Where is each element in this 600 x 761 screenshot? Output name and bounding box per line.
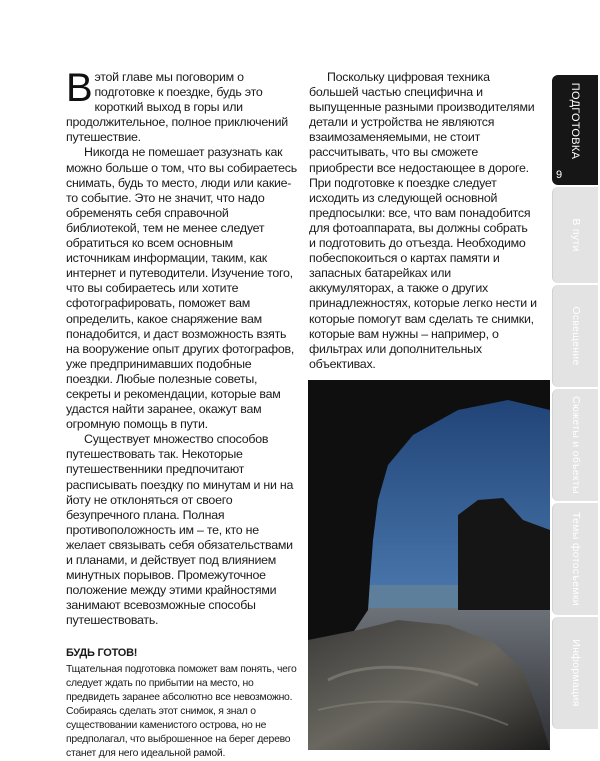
tab-information-label: Информация [569, 639, 582, 707]
chapter-tabs [552, 75, 600, 750]
tab-preparation-label: ПОДГОТОВКА [569, 82, 581, 160]
tab-lighting-label: Освещение [569, 306, 582, 366]
sidebar-text: Тщательная подготовка поможет вам понять, чего следует ждать по прибытии на место, но предвидеть заранее абсолютно все невозможно. Собираясь сделать этот снимок, я знал о существовании каменистого острова, но не предполагал, что выброшенное на берег дерево станет для него идеальной рамой. [66, 663, 297, 759]
sidebar-title: БУДЬ ГОТОВ! [66, 647, 138, 660]
tab-subjects-label: Сюжеты и объекты [569, 396, 582, 494]
tab-photo-themes[interactable] [552, 503, 598, 615]
intro-paragraph [66, 66, 298, 145]
drop-cap: В [66, 66, 93, 110]
tab-information[interactable] [552, 617, 598, 729]
left-column [66, 66, 298, 761]
tab-subjects[interactable] [552, 389, 598, 501]
intro-text: этой главе мы поговорим о подготовке к поездке, будь это короткий выход в горы или продолжительное, полное приключений путешествие. [66, 70, 288, 145]
tab-photo-themes-label: Темы фотосъемки [569, 512, 582, 606]
beach-arch-photo [308, 380, 550, 750]
body-paragraph-research: Никогда не помешает разузнать как можно больше о том, что вы собираетесь снимать, будь то место, люди или какие-то событие. Это не значит, что надо обременять себя справочной библиотекой, тем не менее следует обратиться ко всем основным источникам информации, таким, как интернет и путеводители. Изучение того, что вы собираетесь или хотите сфотографировать, поможет вам определить, какое снаряжение вам понадобится, и даст возможность взять на вооружение опыт других фотографов, уже предпринимавших подобные поездки. Любые полезные советы, секреты и рекомендации, которые вам удастся найти заранее, окажут вам огромную помощь в пути. [66, 145, 297, 432]
tab-lighting[interactable] [552, 285, 598, 387]
page-number: 9 [556, 169, 563, 181]
tab-on-the-road-label: В пути [569, 218, 582, 252]
right-column [309, 70, 537, 372]
body-paragraph-travel-styles: Существует множество способов путешествовать так. Некоторые путешественники предпочитают расписывать поездку по минутам и ни на йоту не отклоняться от своего безупречного плана. Полная противоположность им – те, кто не желает связывать себя обязательствами и планами, и действует под влиянием минутных порывов. Промежуточное положение между этими крайностями занимают всевозможные способы путешествовать. [66, 432, 294, 628]
tab-preparation[interactable] [552, 75, 598, 185]
body-paragraph-equipment: Поскольку цифровая техника большей частью специфична и выпущенные разными производителями детали и устройства не являются взаимозаменяемыми, не стоит рассчитывать, что вы сможете приобрести все недостающее в дороге. При подготовке к поездке следует исходить из следующей основной предпосылки: все, что вам понадобится для фотоаппарата, вы должны собрать и подготовить до отъезда. Необходимо побеспокоиться о картах памяти и запасных батарейках или аккумуляторах, а также о других принадлежностях, которые легко нести и которые помогут вам сделать те снимки, которые вам нужны – например, о фильтрах или дополнительных объективах. [309, 70, 537, 371]
tab-on-the-road[interactable] [552, 187, 598, 283]
